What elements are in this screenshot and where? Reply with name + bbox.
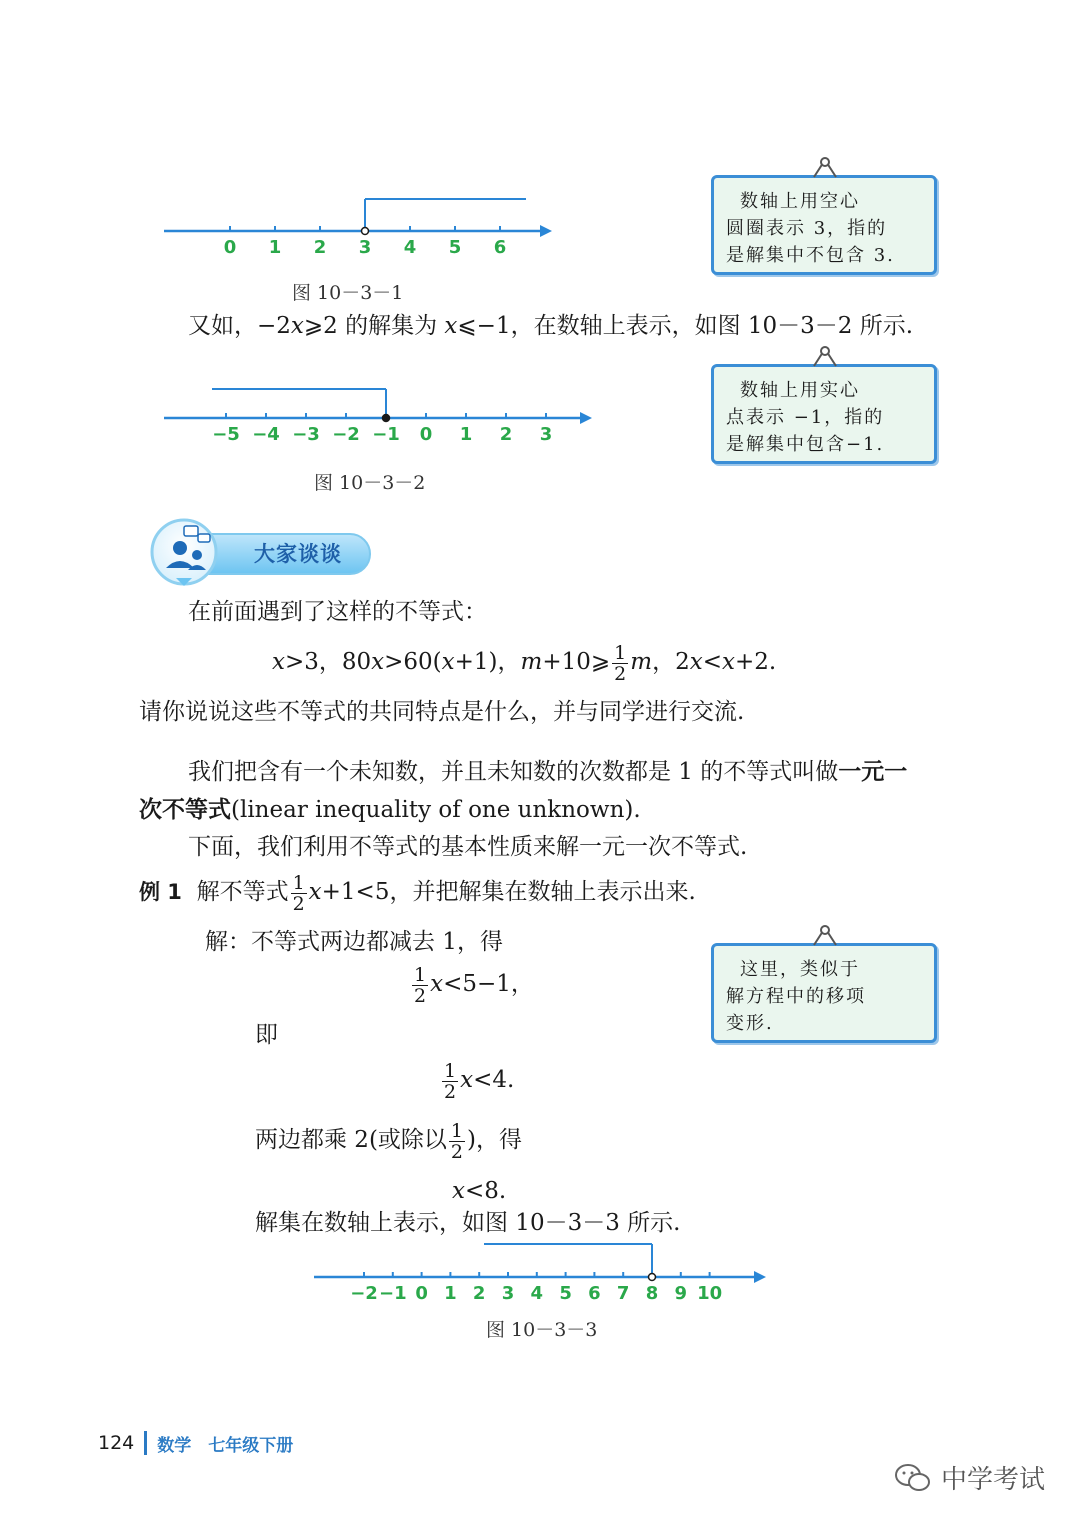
fig3-caption: 图 10－3－3 (486, 1319, 598, 1341)
note1-line2: 圆圈表示 3，指的 (726, 218, 888, 239)
note2-line3: 是解集中包含−1. (726, 434, 885, 455)
footer (98, 1429, 293, 1457)
note-box-1 (711, 175, 937, 275)
closed-point (383, 415, 390, 422)
axis-arrow (580, 412, 592, 424)
tick-label: 3 (539, 424, 553, 445)
section-badge (136, 516, 376, 586)
section-title: 大家谈谈 (254, 542, 342, 566)
tick-label: 5 (559, 1283, 572, 1304)
tick-label: 6 (588, 1283, 601, 1304)
note3-line3: 变形. (726, 1013, 774, 1034)
number-line-fig2 (150, 380, 610, 460)
tick-label: 1 (444, 1283, 457, 1304)
tick-label: 2 (472, 1283, 486, 1304)
note3-line2: 解方程中的移项 (726, 986, 866, 1007)
example-1: 例 1 解不等式 $\frac{1}{2}$ x+1<5，并把解集在数轴上表示出来. (139, 871, 696, 915)
tick-label: −1 (372, 424, 400, 445)
definition-line2: 次不等式(linear inequality of one unknown). (139, 797, 641, 823)
watermark (893, 1459, 1045, 1496)
note1-line3: 是解集中不包含 3. (726, 245, 895, 266)
tick-label: 2 (313, 237, 327, 258)
tick-label: 5 (448, 237, 462, 258)
note1-line1: 数轴上用空心 (740, 191, 860, 212)
definition-line1: 我们把含有一个未知数，并且未知数的次数都是 1 的不等式叫做一元一 (188, 759, 908, 785)
tick-label: 1 (268, 237, 282, 258)
solution-step2: 两边都乘 2(或除以 $\frac{1}{2}$ )，得 (255, 1119, 522, 1163)
tick-label: 0 (415, 1283, 428, 1304)
solution-step1: 解：不等式两边都减去 1，得 (205, 929, 503, 955)
open-point (362, 228, 369, 235)
number-line-fig1 (150, 190, 570, 270)
wechat-icon (893, 1461, 933, 1495)
solution-ji: 即 (255, 1022, 278, 1048)
tick-label: 9 (674, 1283, 688, 1304)
fig2-caption: 图 10－3－2 (314, 472, 426, 494)
tick-label: 7 (616, 1283, 630, 1304)
tick-label: 4 (403, 237, 417, 258)
inequalities-list: x>3，80x>60(x+1)，m+10⩾ $\frac{1}{2}$ m，2x<x+2. (272, 641, 777, 685)
number-line-fig3 (300, 1235, 780, 1315)
pin-icon (812, 345, 838, 367)
note2-line2: 点表示 −1，指的 (726, 407, 885, 428)
axis-arrow (540, 225, 552, 237)
tick-label: 1 (459, 424, 473, 445)
book-title: 数学 七年级下册 (157, 1435, 294, 1456)
note2-line1: 数轴上用实心 (740, 380, 860, 401)
open-point (649, 1274, 656, 1281)
tick-label: −5 (212, 424, 240, 445)
tick-label: −1 (378, 1283, 407, 1304)
tick-label: 8 (645, 1283, 659, 1304)
axis-arrow (754, 1271, 766, 1283)
tick-label: 6 (493, 237, 507, 258)
tick-label: −2 (332, 424, 360, 445)
fig1-caption: 图 10－3－1 (292, 282, 404, 304)
tick-label: −2 (350, 1283, 378, 1304)
discuss-ask: 请你说说这些不等式的共同特点是什么，并与同学进行交流. (139, 699, 745, 725)
pin-icon (812, 924, 838, 946)
tick-label: −3 (292, 424, 320, 445)
equation-3: x<8. (452, 1178, 507, 1204)
tick-label: 0 (223, 237, 237, 258)
tick-label: 3 (358, 237, 372, 258)
equation-2: $\frac{1}{2}$ x<4. (444, 1059, 515, 1103)
watermark-text: 中学考试 (941, 1465, 1046, 1495)
equation-1: $\frac{1}{2}$ x<5−1， (414, 963, 534, 1007)
next-sentence: 下面，我们利用不等式的基本性质来解一元一次不等式. (188, 834, 748, 860)
again-example-line: 又如，−2x⩾2 的解集为 x⩽−1，在数轴上表示，如图 10－3－2 所示. (188, 313, 914, 339)
solution-step3: 解集在数轴上表示，如图 10－3－3 所示. (255, 1210, 681, 1236)
tick-label: 3 (501, 1283, 515, 1304)
page-number: 124 (98, 1432, 135, 1454)
note-box-2 (711, 364, 937, 464)
tick-label: 4 (530, 1283, 544, 1304)
tick-label: −4 (252, 424, 280, 445)
note3-line1: 这里，类似于 (740, 959, 860, 980)
note-box-3 (711, 943, 937, 1043)
discuss-intro: 在前面遇到了这样的不等式： (188, 599, 487, 625)
tick-label: 2 (499, 424, 513, 445)
footer-divider (144, 1431, 147, 1455)
pin-icon (812, 156, 838, 178)
tick-label: 0 (419, 424, 433, 445)
tick-label: 10 (697, 1283, 723, 1304)
